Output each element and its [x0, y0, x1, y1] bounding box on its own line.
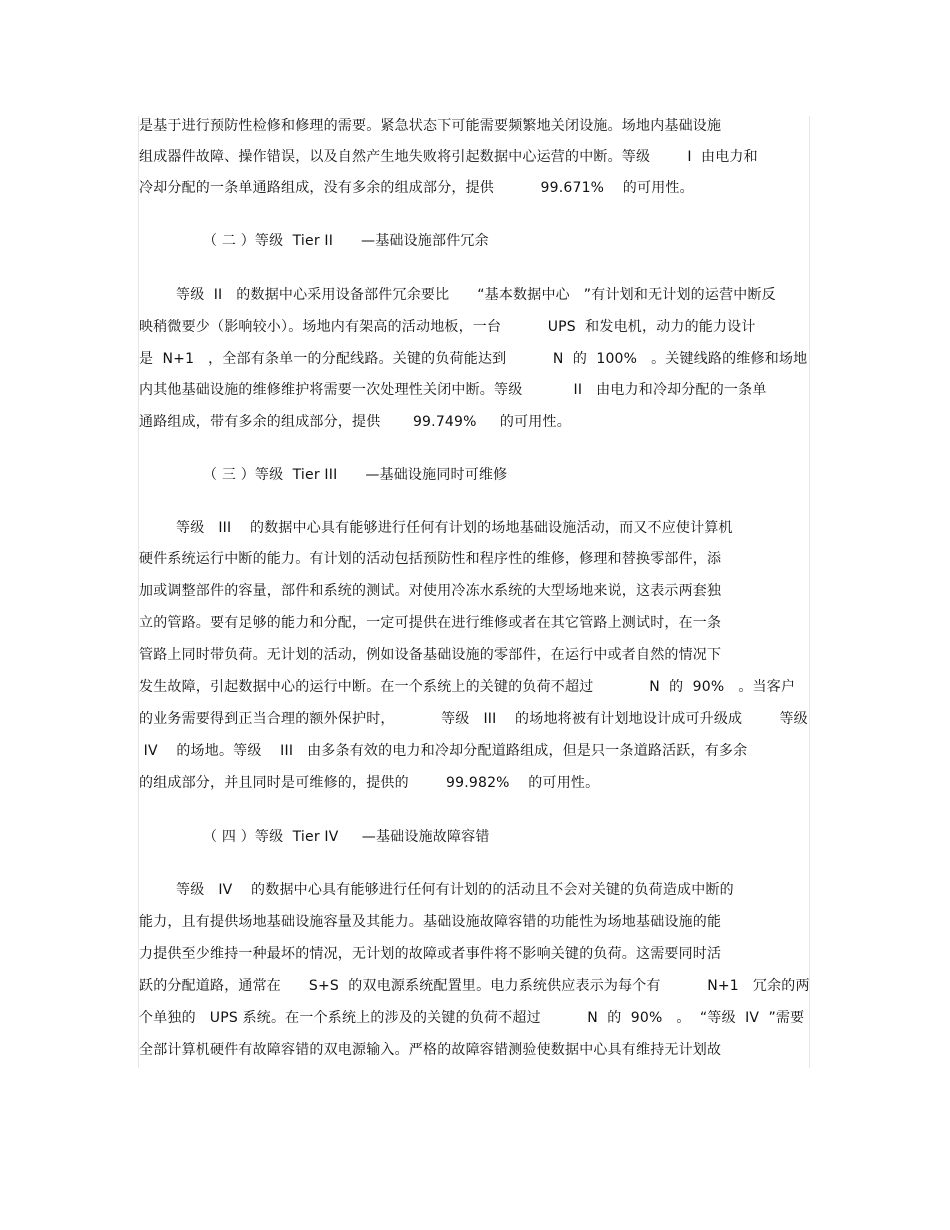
paragraph-line: 映稍微要少（影响较小）。场地内有架高的活动地板，一台 UPS 和发电机，动力的能力设计: [139, 319, 756, 335]
paragraph-line: 组成器件故障、操作错误，以及自然产生地失败将引起数据中心运营的中断。等级 I 由电力和: [139, 149, 758, 165]
paragraph-line: 等级 III 的数据中心具有能够进行任何有计划的场地基础设施活动，而又不应使计算机: [176, 520, 733, 536]
paragraph-line: 发生故障，引起数据中心的运行中断。在一个系统上的关键的负荷不超过 N 的 90% 。当客户: [139, 679, 796, 695]
paragraph-line: 的业务需要得到正当合理的额外保护时， 等级 III 的场地将被有计划地设计成可升级成 等级: [139, 711, 808, 727]
paragraph-line: 冷却分配的一条单通路组成，没有多余的组成部分，提供 99.671% 的可用性。: [139, 180, 694, 196]
paragraph-line: IV 的场地。等级 III 由多条有效的电力和冷却分配道路组成，但是只一条道路活跃，有多余: [139, 743, 748, 759]
paragraph-line: 加或调整部件的容量，部件和系统的测试。对使用冷冻水系统的大型场地来说，这表示两套独: [139, 583, 722, 599]
paragraph-line: 管路上同时带负荷。无计划的活动，例如设备基础设施的零部件，在运行中或者自然的情况下: [139, 647, 722, 663]
paragraph-line: 是 N+1 ，全部有条单一的分配线路。关键的负荷能达到 N 的 100% 。关键线路的维修和场地: [139, 351, 808, 367]
paragraph-line: 硬件系统运行中断的能力。有计划的活动包括预防性和程序性的维修，修理和替换零部件，添: [139, 551, 722, 567]
paragraph-line: 力提供至少维持一种最坏的情况，无计划的故障或者事件将不影响关键的负荷。这需要同时活: [139, 946, 722, 962]
paragraph-line: 个单独的 UPS 系统。在一个系统上的涉及的关键的负荷不超过 N 的 90% 。 “等级 IV ”需要: [139, 1010, 805, 1026]
paragraph-line: 等级 IV 的数据中心具有能够进行任何有计划的的活动且不会对关键的负荷造成中断的: [176, 882, 734, 898]
section-heading-tier-2: （ 二 ）等级 Tier II —基础设施部件冗余: [203, 233, 489, 249]
section-heading-tier-4: （ 四 ）等级 Tier IV —基础设施故障容错: [203, 829, 490, 845]
paragraph-line: 内其他基础设施的维修维护将需要一次处理性关闭中断。等级 II 由电力和冷却分配的一条单: [139, 382, 767, 398]
paragraph-line: 能力，且有提供场地基础设施容量及其能力。基础设施故障容错的功能性为场地基础设施的能: [139, 914, 722, 930]
paragraph-line: 是基于进行预防性检修和修理的需要。紧急状态下可能需要频繁地关闭设施。场地内基础设施: [139, 118, 722, 134]
paragraph-line: 的组成部分，并且同时是可维修的，提供的 99.982% 的可用性。: [139, 775, 600, 791]
paragraph-line: 通路组成，带有多余的组成部分，提供 99.749% 的可用性。: [139, 414, 571, 430]
paragraph-line: 立的管路。要有足够的能力和分配，一定可提供在进行维修或者在其它管路上测试时，在一条: [139, 615, 722, 631]
paragraph-line: 跃的分配道路，通常在 S+S 的双电源系统配置里。电力系统供应表示为每个有 N+1 冗余的两: [139, 978, 810, 994]
paragraph-line: 全部计算机硬件有故障容错的双电源输入。严格的故障容错测验使数据中心具有维持无计划故: [139, 1042, 722, 1058]
section-heading-tier-3: （ 三 ）等级 Tier III —基础设施同时可维修: [203, 467, 508, 483]
paragraph-line: 等级 II 的数据中心采用设备部件冗余要比 “基本数据中心 ”有计划和无计划的运营中断反: [176, 287, 776, 303]
